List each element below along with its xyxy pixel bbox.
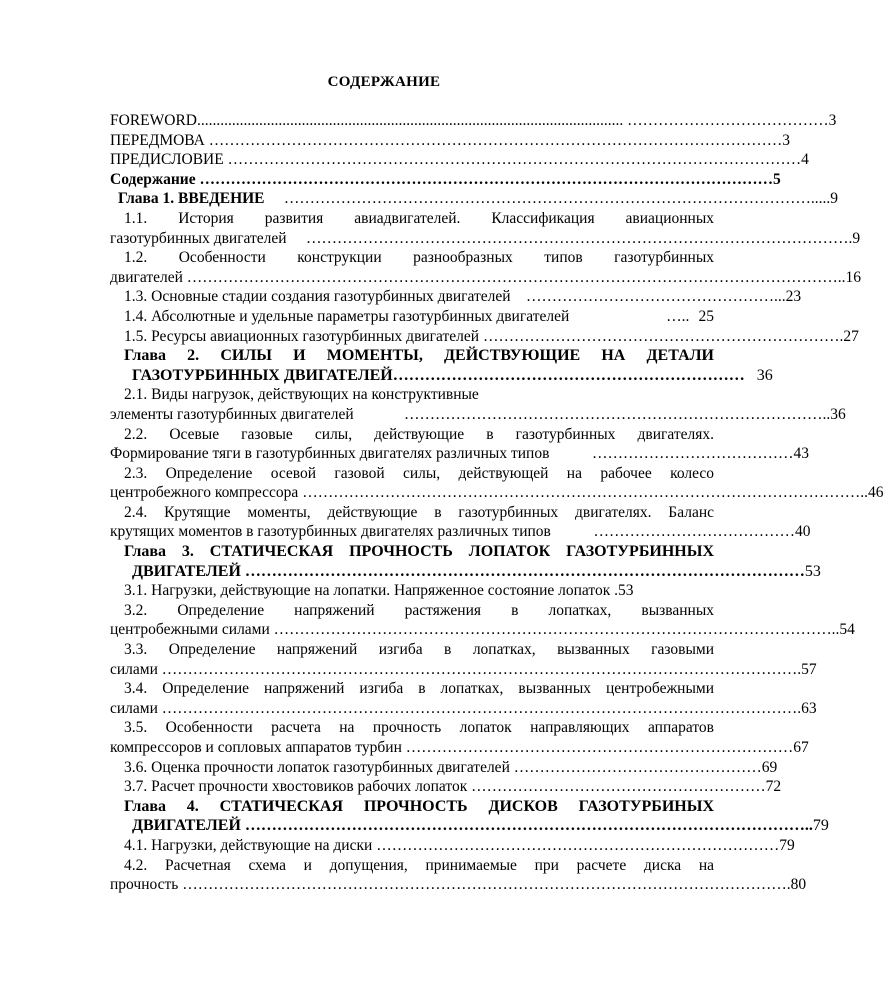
toc-entry-3-4[interactable]: [110, 699, 817, 719]
toc-entry-1-3[interactable]: [110, 287, 802, 307]
toc-entry-title: компрессоров и сопловых аппаратов турбин: [110, 739, 402, 756]
toc-entry-1-5[interactable]: [110, 327, 859, 347]
toc-entry-page: 36: [756, 366, 773, 384]
toc-entry-page: 46: [867, 484, 883, 502]
dot-leader: …………………………………………………………………………………………………………….: [157, 699, 802, 717]
dot-leader: .............................................................................................................. …………………………………: [196, 112, 829, 129]
toc-entry-page: 5: [772, 170, 781, 188]
dot-leader: …………………………………………: [509, 758, 762, 776]
toc-entry-page: 9: [830, 190, 839, 208]
toc-entry-title: 4.1. Нагрузки, действующие на диски: [124, 836, 373, 854]
dot-leader: …………………………………………………………….: [479, 327, 844, 345]
toc-entry-line1[interactable]: 1.1. История развития авиадвигателей. Классификация авиационных: [124, 209, 714, 227]
toc-entry-4-1[interactable]: [110, 836, 795, 856]
toc-entry-2-4[interactable]: [110, 522, 811, 542]
toc-entry-line1[interactable]: 3.2. Определение напряжений растяжения в лопатках, вызванных: [124, 601, 714, 619]
dot-leader: …………………………………………………………………………………………….: [286, 229, 853, 247]
toc-entry-line1[interactable]: 4.2. Расчетная схема и допущения, принимаемые при расчете диска на: [124, 856, 714, 874]
toc-entry-page: 79: [812, 817, 829, 835]
toc-entry-1-4[interactable]: [110, 307, 714, 327]
toc-entry-1-2[interactable]: [110, 268, 862, 288]
dot-leader: …………………………………: [550, 523, 795, 541]
dot-leader: …………………………………………………………………………………………………: [204, 131, 783, 149]
dot-leader: ……………………………………………………………………………………………..: [240, 817, 813, 835]
toc-entry-title: 1.4. Абсолютные и удельные параметры газотурбинных двигателей: [124, 307, 570, 325]
toc-entry-page: 3: [828, 112, 837, 129]
toc-entry-title: двигателей: [110, 268, 183, 286]
toc-chapter-1[interactable]: [110, 189, 839, 209]
dot-leader: …………………………………………………………: [392, 366, 745, 384]
toc-entry-line1[interactable]: 3.4. Определение напряжений изгиба в лопатках, вызванных центробежными: [124, 680, 714, 698]
dot-leader: ……………………………………………………………………: [372, 836, 780, 854]
toc-entry-line1[interactable]: 2.4. Крутящие моменты, действующие в газотурбинных двигателях. Баланс: [124, 503, 714, 521]
toc-entry-page: 4: [801, 151, 809, 169]
toc-entry-title: 3.7. Расчет прочности хвостовиков рабочих лопаток: [124, 778, 468, 796]
toc-entry-title: силами: [110, 699, 158, 717]
dot-leader: ………………………………………………………………………………………….....: [264, 190, 831, 208]
toc-entry-title: крутящих моментов в газотурбинных двигателях различных типов: [110, 523, 551, 541]
toc-entry-3-7[interactable]: [110, 777, 782, 797]
toc-entry-foreword[interactable]: [110, 111, 837, 131]
toc-entry-2-1[interactable]: [110, 405, 846, 425]
page-title: СОДЕРЖАНИЕ: [327, 74, 441, 90]
toc-chapter-3-line1[interactable]: Глава 3. СТАТИЧЕСКАЯ ПРОЧНОСТЬ ЛОПАТОК ГАЗОТУРБИННЫХ: [124, 543, 714, 561]
toc-entry-3-6[interactable]: [110, 758, 778, 778]
toc-entry-page: 3: [782, 131, 790, 149]
toc-entry-peredmova[interactable]: [110, 131, 790, 151]
toc-entry-title: Глава 1. ВВЕДЕНИЕ: [118, 190, 265, 208]
toc-entry-title: ПРЕДИСЛОВИЕ: [110, 151, 224, 169]
toc-entry-page: 36: [830, 405, 846, 423]
toc-entry-title: ДВИГАТЕЛЕЙ: [132, 817, 241, 835]
toc-entry-page: 63: [801, 699, 817, 717]
dot-leader: …………………………………………………………………: [401, 739, 794, 756]
toc-entry-3-1[interactable]: 3.1. Нагрузки, действующие на лопатки. Напряженное состояние лопаток .53: [124, 582, 634, 600]
dot-leader: …………………………………………………………………………………………………: [195, 170, 773, 188]
dot-leader: …………………………………………...: [510, 288, 786, 306]
toc-entry-1-1[interactable]: [110, 229, 861, 249]
toc-entry-title: ДВИГАТЕЛЕЙ: [132, 562, 241, 580]
toc-entry-title: 1.5. Ресурсы авиационных газотурбинных двигателей: [124, 327, 480, 345]
toc-entry-page: 43: [793, 445, 810, 463]
dot-leader: ………………………………………………………………………………………………..: [298, 484, 868, 502]
toc-entry-page: 79: [779, 836, 795, 854]
toc-entry-3-2[interactable]: [110, 620, 855, 640]
dot-leader: …………………………………………………………………………………………………: [223, 151, 802, 169]
dot-leader: ……………………………………………………………………………………………………….: [178, 876, 791, 894]
dot-leader: …………………………………………………: [467, 778, 766, 796]
toc-entry-4-2[interactable]: [110, 875, 807, 895]
toc-entry-page: 27: [843, 327, 859, 345]
toc-entry-predislovie[interactable]: [110, 150, 809, 170]
dot-leader: …..: [569, 307, 690, 325]
dot-leader: …………………………………: [549, 445, 794, 463]
toc-entry-title: центробежного компрессора: [110, 484, 299, 502]
toc-entry-line1[interactable]: 3.5. Особенности расчета на прочность лопаток направляющих аппаратов: [124, 719, 714, 737]
toc-chapter-4[interactable]: [110, 816, 829, 836]
toc-entry-title: 1.3. Основные стадии создания газотурбинных двигателей: [124, 288, 511, 306]
toc-entry-line1[interactable]: 2.1. Виды нагрузок, действующих на конструктивные: [124, 386, 479, 404]
toc-entry-page: 72: [765, 778, 782, 796]
dot-leader: ………………………………………………………………………..: [353, 405, 831, 423]
toc-entry-soderzhanie[interactable]: [110, 170, 781, 190]
table-of-contents: [110, 111, 883, 895]
toc-entry-title: газотурбинных двигателей: [110, 229, 287, 247]
toc-entry-title: ПЕРЕДМОВА: [110, 131, 205, 149]
toc-entry-title: центробежными силами: [110, 621, 270, 639]
toc-entry-page: 23: [785, 288, 802, 306]
toc-entry-title: Формирование тяги в газотурбинных двигателях различных типов: [110, 445, 550, 463]
toc-chapter-3[interactable]: [110, 562, 821, 582]
toc-entry-page: 53: [804, 562, 821, 580]
toc-entry-line1[interactable]: 1.2. Особенности конструкции разнообразных типов газотурбинных: [124, 249, 714, 267]
toc-entry-page: 80: [790, 876, 807, 894]
dot-leader: ………………………………………………………………………………………………………………..: [182, 268, 846, 286]
toc-entry-line1[interactable]: 2.2. Осевые газовые силы, действующие в газотурбинных двигателях.: [124, 425, 714, 443]
toc-chapter-2-line1[interactable]: Глава 2. СИЛЫ И МОМЕНТЫ, ДЕЙСТВУЮЩИЕ НА ДЕТАЛИ: [124, 347, 714, 365]
toc-entry-page: 67: [793, 739, 809, 756]
toc-entry-page: 57: [801, 660, 817, 678]
dot-leader: …………………………………………………………………………………………………………….: [157, 660, 802, 678]
toc-entry-title: 3.6. Оценка прочности лопаток газотурбинных двигателей: [124, 758, 510, 776]
toc-entry-title: FOREWORD: [110, 112, 197, 129]
toc-entry-page: 16: [845, 268, 862, 286]
toc-entry-line1[interactable]: 2.3. Определение осевой газовой силы, действующей на рабочее колесо: [124, 464, 714, 482]
toc-entry-2-2[interactable]: [110, 444, 810, 464]
toc-entry-3-3[interactable]: [110, 660, 817, 680]
toc-entry-page: 9: [852, 229, 861, 247]
toc-chapter-4-line1[interactable]: Глава 4. СТАТИЧЕСКАЯ ПРОЧНОСТЬ ДИСКОВ ГАЗОТУРБИНЫХ: [124, 797, 714, 815]
toc-entry-2-3[interactable]: [110, 483, 883, 503]
dot-leader: ……………………………………………………………………………………………: [240, 562, 805, 580]
toc-entry-page: 54: [839, 621, 855, 639]
toc-entry-page: 25: [698, 307, 714, 325]
toc-entry-title: прочность: [110, 876, 179, 894]
toc-entry-title: Содержание: [110, 170, 196, 188]
toc-entry-3-5[interactable]: [110, 738, 809, 758]
toc-entry-line1[interactable]: 3.3. Определение напряжений изгиба в лопатках, вызванных газовыми: [124, 641, 714, 659]
toc-chapter-2[interactable]: [110, 366, 773, 386]
toc-entry-title: силами: [110, 660, 158, 678]
toc-entry-title: ГАЗОТУРБИННЫХ ДВИГАТЕЛЕЙ: [132, 366, 393, 384]
toc-entry-page: 69: [761, 758, 778, 776]
toc-entry-page: 40: [794, 523, 811, 541]
dot-leader: ………………………………………………………………………………………………..: [269, 621, 840, 639]
toc-entry-title: элементы газотурбинных двигателей: [110, 405, 354, 423]
